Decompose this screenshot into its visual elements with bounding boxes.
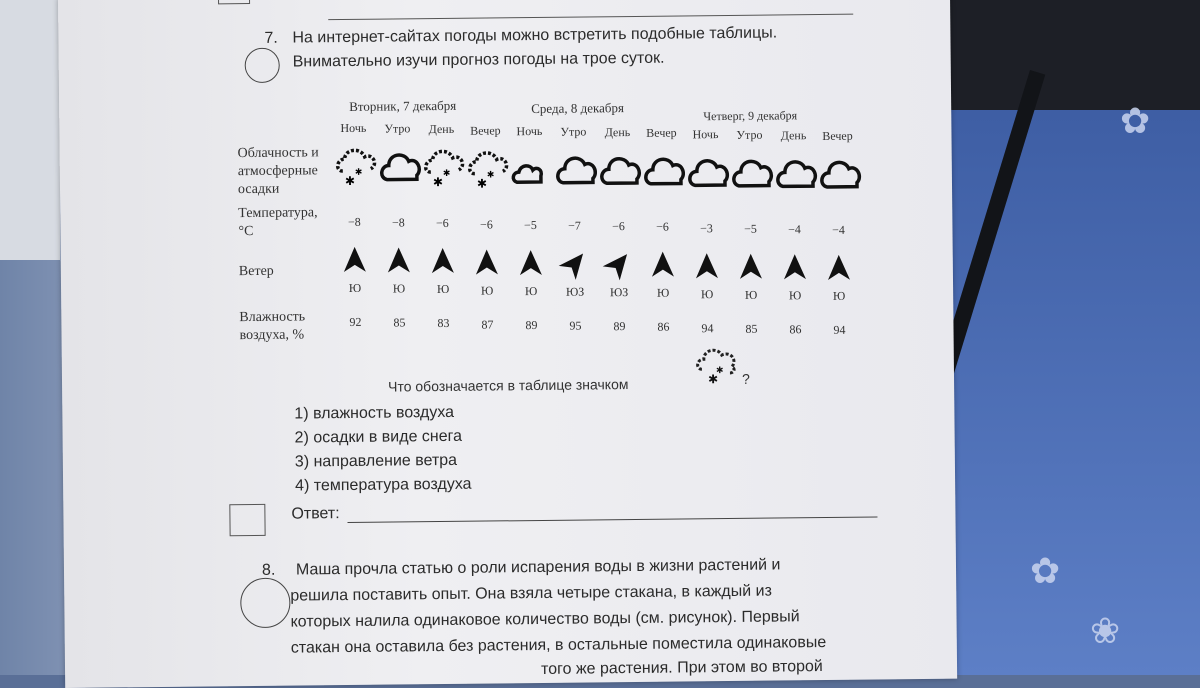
- cloud-snow-icon: [335, 141, 380, 189]
- question-8-line: того же растения. При этом во второй: [540, 658, 823, 678]
- cloud-icon: [687, 147, 732, 195]
- wind-direction: Ю: [832, 288, 846, 304]
- svg-text:✱: ✱: [476, 176, 488, 191]
- period-header: Ночь: [692, 126, 719, 141]
- temperature-value: −4: [832, 222, 845, 238]
- humidity-value: 83: [437, 316, 450, 331]
- temperature-value: −6: [479, 217, 493, 232]
- question-8-line: Маша прочла статью о роли испарения воды в жизни растений и: [295, 556, 781, 579]
- humidity-value: 85: [745, 321, 758, 336]
- svg-text:✱: ✱: [707, 372, 719, 387]
- day-header: Вторник, 7 декабря: [349, 97, 457, 114]
- answer-option-1[interactable]: 1) влажность воздуха: [294, 403, 455, 423]
- temperature-value: −6: [435, 216, 449, 231]
- temperature-value: −5: [523, 217, 537, 232]
- question-8-line: которых налила одинаковое количество воды (см. рисунок). Первый: [290, 608, 800, 631]
- humidity-value: 89: [525, 317, 538, 332]
- question-7-intro-1: На интернет-сайтах погоды можно встретить подобные таблицы.: [292, 24, 778, 47]
- worksheet-page: [58, 0, 957, 688]
- humidity-value: 95: [569, 318, 582, 333]
- answer-line[interactable]: [348, 516, 878, 523]
- wind-arrow-icon: [518, 249, 544, 277]
- wind-direction: Ю: [656, 286, 670, 301]
- wind-arrow-icon: [650, 251, 676, 279]
- wind-arrow-icon: [738, 252, 764, 280]
- row-label-temperature: Температура,: [238, 205, 318, 222]
- fabric-flower-icon: ❀: [1090, 610, 1121, 651]
- humidity-value: 94: [833, 322, 846, 338]
- wind-arrow-icon: [386, 246, 412, 274]
- cloud-snow-icon: [423, 142, 468, 190]
- question-7-intro-2: Внимательно изучи прогноз погоды на трое суток.: [292, 49, 665, 71]
- question-7-prompt: Что обозначается в таблице значком: [388, 376, 629, 395]
- cloud-sun-icon: [511, 144, 556, 192]
- row-label-cloud: атмосферные: [237, 163, 318, 180]
- question-8-number: 8.: [261, 561, 276, 579]
- day-header: Четверг, 9 декабря: [703, 108, 798, 124]
- wind-arrow-icon: [782, 253, 808, 281]
- period-header: Вечер: [470, 122, 501, 138]
- humidity-value: 86: [789, 322, 802, 337]
- answer-box[interactable]: [229, 504, 265, 536]
- temperature-value: −8: [391, 215, 405, 230]
- cloud-icon: [643, 146, 688, 194]
- humidity-value: 92: [349, 314, 362, 329]
- humidity-value: 94: [701, 320, 714, 335]
- temperature-value: −8: [347, 214, 361, 229]
- question-8-circle: [240, 578, 291, 629]
- answer-option-4[interactable]: 4) температура воздуха: [295, 475, 472, 495]
- humidity-value: 87: [481, 317, 494, 332]
- svg-text:✱: ✱: [344, 173, 356, 189]
- cloud-snow-icon: [467, 143, 512, 191]
- wind-direction: Ю: [744, 287, 758, 302]
- svg-text:✱: ✱: [715, 365, 724, 376]
- previous-answer-box: [218, 0, 250, 4]
- row-label-wind: Ветер: [238, 263, 274, 280]
- row-label-cloud: осадки: [237, 181, 280, 198]
- wind-direction: Ю: [700, 286, 714, 301]
- period-header: Утро: [384, 121, 411, 136]
- wind-arrow-icon: [600, 245, 638, 283]
- question-7-circle: [245, 48, 280, 83]
- wind-direction: Ю: [788, 288, 802, 303]
- cloud-icon: [775, 148, 820, 196]
- period-header: Ночь: [340, 120, 367, 136]
- cloud-icon: [555, 144, 600, 192]
- question-7-number: 7.: [264, 29, 278, 47]
- period-header: Ночь: [516, 123, 543, 139]
- wind-arrow-icon: [430, 247, 456, 275]
- background-fabric: [940, 100, 1200, 675]
- cloud-icon: [731, 147, 776, 195]
- question-8-line: стакан она оставила без растения, в остальные поместила одинаковые: [290, 633, 827, 657]
- question-mark: ?: [741, 370, 750, 387]
- cloud-icon: [819, 149, 864, 197]
- temperature-value: −4: [787, 222, 801, 237]
- day-header: Среда, 8 декабря: [531, 100, 625, 117]
- fabric-flower-icon: ✿: [1030, 550, 1061, 591]
- svg-text:✱: ✱: [442, 168, 451, 179]
- humidity-value: 86: [657, 320, 670, 335]
- row-label-humidity: Влажность: [239, 309, 306, 326]
- wind-arrow-icon: [694, 252, 720, 280]
- humidity-value: 85: [393, 315, 406, 330]
- svg-text:✱: ✱: [354, 166, 363, 177]
- wind-arrow-icon: [342, 246, 368, 274]
- question-8-line: решила поставить опыт. Она взяла четыре стакана, в каждый из: [290, 582, 772, 605]
- temperature-value: −3: [699, 220, 713, 235]
- answer-label: Ответ:: [291, 505, 340, 523]
- wind-direction: Ю: [392, 281, 406, 296]
- background-paper: [0, 0, 60, 260]
- period-header: День: [428, 122, 455, 137]
- temperature-value: −6: [611, 219, 625, 234]
- wind-arrow-icon: [826, 254, 852, 282]
- answer-option-3[interactable]: 3) направление ветра: [294, 451, 458, 471]
- svg-text:✱: ✱: [432, 175, 444, 190]
- wind-arrow-icon: [474, 248, 500, 276]
- period-header: Вечер: [646, 125, 677, 141]
- period-header: Утро: [736, 127, 763, 142]
- row-label-cloud: Облачность и: [237, 145, 319, 162]
- wind-direction: Ю: [524, 283, 538, 298]
- wind-direction: Ю: [480, 283, 494, 298]
- cloud-icon: [379, 141, 424, 189]
- wind-direction: Ю: [436, 282, 450, 297]
- row-label-temperature: °C: [238, 223, 254, 240]
- period-header: Вечер: [822, 128, 853, 144]
- answer-option-2[interactable]: 2) осадки в виде снега: [294, 427, 463, 447]
- period-header: Утро: [560, 124, 587, 139]
- wind-direction: ЮЗ: [565, 284, 585, 299]
- cloud-icon: [599, 145, 644, 193]
- wind-direction: ЮЗ: [609, 285, 629, 300]
- temperature-value: −5: [743, 221, 757, 236]
- temperature-value: −7: [567, 218, 581, 233]
- background-dark-object: [940, 0, 1200, 120]
- period-header: День: [780, 128, 807, 143]
- temperature-value: −6: [655, 220, 669, 235]
- svg-text:✱: ✱: [486, 169, 495, 180]
- fabric-flower-icon: ✿: [1120, 100, 1151, 141]
- wind-arrow-icon: [556, 245, 594, 283]
- row-label-humidity: воздуха, %: [239, 327, 305, 344]
- cloud-snow-icon: [694, 339, 743, 388]
- wind-direction: Ю: [348, 280, 362, 295]
- humidity-value: 89: [613, 319, 626, 334]
- period-header: День: [604, 125, 631, 140]
- previous-answer-line: [328, 14, 853, 20]
